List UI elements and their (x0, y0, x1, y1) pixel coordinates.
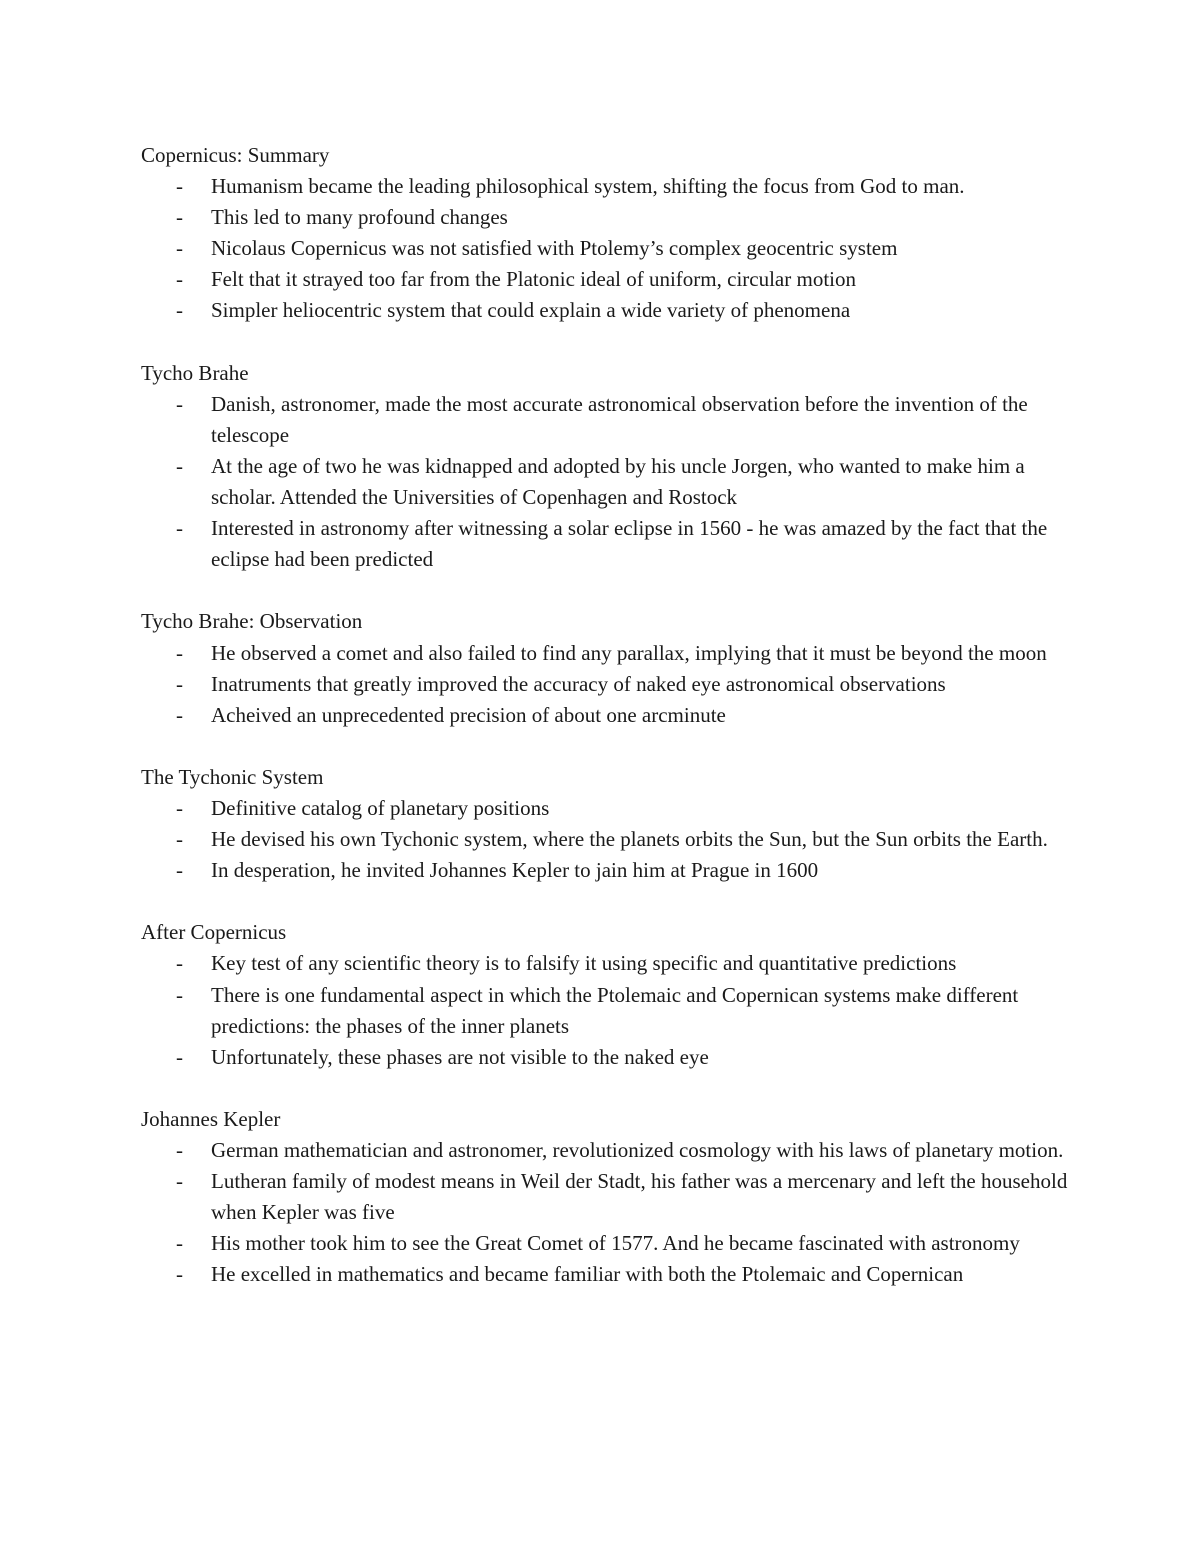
list-item (141, 1135, 1080, 1166)
list-item-text: Acheived an unprecedented precision of about one arcminute (211, 702, 726, 727)
bullet-list (141, 638, 1080, 731)
section-heading: Tycho Brahe (141, 360, 249, 385)
section-johannes-kepler (141, 1104, 1080, 1291)
bullet-marker: - (176, 236, 183, 261)
bullet-marker: - (176, 702, 183, 727)
bullet-list (141, 389, 1080, 576)
bullet-marker: - (176, 1138, 183, 1162)
bullet-marker: - (176, 795, 183, 820)
list-item (141, 793, 1080, 824)
list-item-text: Definitive catalog of planetary positions (211, 795, 550, 820)
section-tycho-brahe (141, 358, 1080, 576)
bullet-marker: - (176, 951, 183, 976)
section-heading: After Copernicus (141, 920, 287, 945)
list-item (141, 824, 1080, 855)
list-item-text: Unfortunately, these phases are not visible to the naked eye (211, 1044, 709, 1069)
bullet-marker: - (176, 1044, 183, 1069)
list-item (141, 389, 1080, 451)
bullet-marker: - (176, 516, 183, 541)
list-item-text: His mother took him to see the Great Comet of 1577. And he became fascinated with astronomy (211, 1231, 1020, 1256)
list-item (141, 1042, 1080, 1073)
section-tychonic-system (141, 762, 1080, 886)
bullet-marker: - (176, 1169, 183, 1194)
section-after-copernicus (141, 917, 1080, 1072)
list-item-text: He observed a comet and also failed to find any parallax, implying that it must be beyond the moon (211, 640, 1047, 665)
list-item-text: There is one fundamental aspect in which the Ptolemaic and Copernican systems make different predictions: the phases of the inner planets (211, 982, 1019, 1038)
section-copernicus-summary (141, 140, 1080, 327)
list-item (141, 855, 1080, 886)
list-item-text: Nicolaus Copernicus was not satisfied with Ptolemy’s complex geocentric system (211, 236, 898, 261)
list-item (141, 295, 1080, 326)
list-item-text: Interested in astronomy after witnessing a solar eclipse in 1560 - he was amazed by the fact that the eclipse had been predicted (211, 516, 1048, 572)
list-item (141, 202, 1080, 233)
list-item (141, 1259, 1080, 1290)
list-item-text: German mathematician and astronomer, revolutionized cosmology with his laws of planetary motion. (211, 1138, 1064, 1162)
list-item (141, 1228, 1080, 1259)
list-item-text: Humanism became the leading philosophical system, shifting the focus from God to man. (211, 174, 965, 199)
bullet-list (141, 793, 1080, 886)
list-item-text: Lutheran family of modest means in Weil der Stadt, his father was a mercenary and left the household when Kepler was five (211, 1169, 1068, 1225)
bullet-marker: - (176, 640, 183, 665)
list-item-text: In desperation, he invited Johannes Kepler to jain him at Prague in 1600 (211, 858, 819, 883)
list-item (141, 171, 1080, 202)
list-item-text: He excelled in mathematics and became familiar with both the Ptolemaic and Copernican (211, 1262, 964, 1287)
bullet-marker: - (176, 1231, 183, 1256)
bullet-list (141, 1135, 1080, 1290)
bullet-list (141, 171, 1080, 326)
bullet-marker: - (176, 858, 183, 883)
list-item-text: This led to many profound changes (211, 205, 508, 230)
list-item-text: At the age of two he was kidnapped and adopted by his uncle Jorgen, who wanted to make him a scholar. Attended the Universities of Copenhagen and Rostock (211, 453, 1025, 510)
bullet-marker: - (176, 453, 183, 478)
bullet-marker: - (176, 267, 183, 292)
list-item-text: Felt that it strayed too far from the Platonic ideal of uniform, circular motion (211, 267, 856, 292)
section-heading: Copernicus: Summary (141, 143, 330, 167)
list-item-text: Inatruments that greatly improved the accuracy of naked eye astronomical observations (211, 671, 946, 696)
bullet-marker: - (176, 827, 183, 852)
list-item (141, 980, 1080, 1042)
list-item (141, 948, 1080, 979)
list-item (141, 700, 1080, 731)
list-item (141, 264, 1080, 295)
bullet-marker: - (176, 671, 183, 696)
bullet-marker: - (176, 391, 183, 416)
section-heading: The Tychonic System (141, 764, 324, 789)
bullet-marker: - (176, 1262, 183, 1287)
list-item (141, 451, 1080, 513)
list-item-text: Simpler heliocentric system that could explain a wide variety of phenomena (211, 298, 851, 323)
bullet-list (141, 948, 1080, 1072)
list-item (141, 638, 1080, 669)
bullet-marker: - (176, 174, 183, 199)
section-heading: Johannes Kepler (141, 1106, 281, 1131)
bullet-marker: - (176, 982, 183, 1007)
list-item-text: He devised his own Tychonic system, where the planets orbits the Sun, but the Sun orbits the Earth. (211, 827, 1048, 852)
list-item-text: Danish, astronomer, made the most accurate astronomical observation before the invention of the telescope (211, 391, 1028, 447)
bullet-marker: - (176, 205, 183, 230)
list-item (141, 669, 1080, 700)
list-item (141, 233, 1080, 264)
section-tycho-brahe-observation (141, 606, 1080, 730)
list-item (141, 1166, 1080, 1228)
list-item-text: Key test of any scientific theory is to falsify it using specific and quantitative predictions (211, 951, 957, 976)
list-item (141, 513, 1080, 575)
bullet-marker: - (176, 298, 183, 323)
section-heading: Tycho Brahe: Observation (141, 609, 363, 634)
